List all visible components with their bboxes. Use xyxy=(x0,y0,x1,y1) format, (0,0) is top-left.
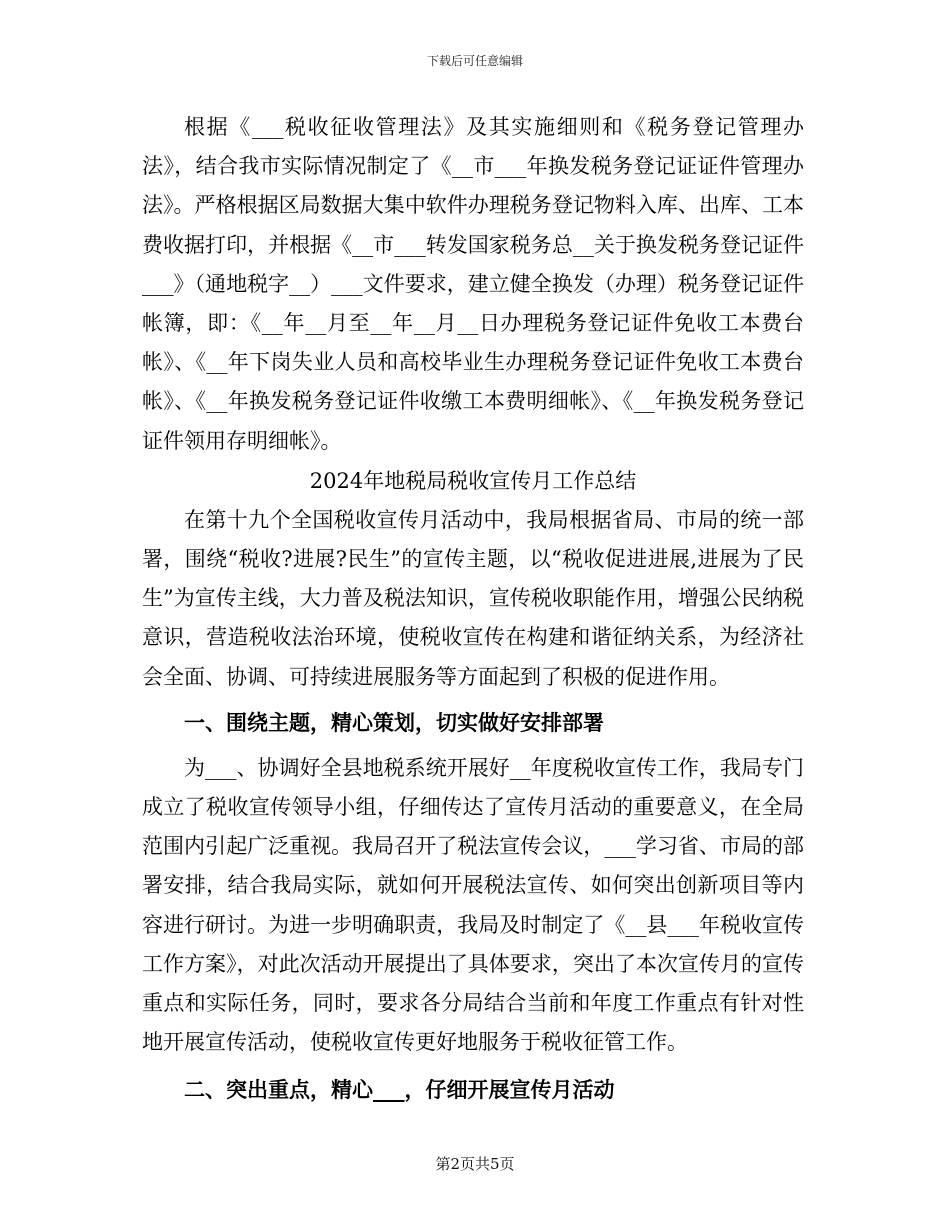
intro-paragraph: 根据《___税收征收管理法》及其实施细则和《税务登记管理办法》，结合我市实际情况制定了《__市___年换发税务登记证证件管理办法》。严格根据区局数据大集中软件办理税务登记物料入库、出库、工本费收据打印，并根据《__市___转发国家税务总__关于换发税务登记证件___》（通地税字__）___文件要求，建立健全换发（办理）税务登记证件帐簿，即：《__年__月至__年__月__日办理税务登记证件免收工本费台帐》、《__年下岗失业人员和高校毕业生办理税务登记证件免收工本费台帐》、《__年换发税务登记证件收缴工本费明细帐》、《__年换发税务登记证件领用存明细帐》。 xyxy=(142,115,804,453)
page-number: 第2页共5页 xyxy=(435,1155,515,1173)
section-heading-1: 一、围绕主题，精心策划，切实做好安排部署 xyxy=(184,710,604,735)
document-title: 2024年地税局税收宣传月工作总结 xyxy=(309,468,637,493)
paragraph-2: 在第十九个全国税收宣传月活动中，我局根据省局、市局的统一部署，围绕“税收?进展?民生”的宣传主题，以“税收促进进展,进展为了民生”为宣传主线，大力普及税法知识，宣传税收职能作用，增强公民纳税意识，营造税收法治环境，使税收宣传在构建和谐征纳关系，为经济社会全面、协调、可持续进展服务等方面起到了积极的促进作用。 xyxy=(142,507,804,689)
section-heading-2: 二、突出重点，精心___，仔细开展宣传月活动 xyxy=(184,1078,615,1103)
page-header: 下载后可任意编辑 xyxy=(426,54,523,68)
document-body xyxy=(142,108,804,1110)
paragraph-3: 为___、协调好全县地税系统开展好__年度税收宣传工作，我局专门成立了税收宣传领导小组，仔细传达了宣传月活动的重要意义，在全局范围内引起广泛重视。我局召开了税法宣传会议，___学习省、市局的部署安排，结合我局实际，就如何开展税法宣传、如何突出创新项目等内容进行研讨。为进一步明确职责，我局及时制定了《__县___年税收宣传工作方案》，对此次活动开展提出了具体要求，突出了本次宣传月的宣传重点和实际任务，同时，要求各分局结合当前和年度工作重点有针对性地开展宣传活动，使税收宣传更好地服务于税收征管工作。 xyxy=(142,755,804,1055)
